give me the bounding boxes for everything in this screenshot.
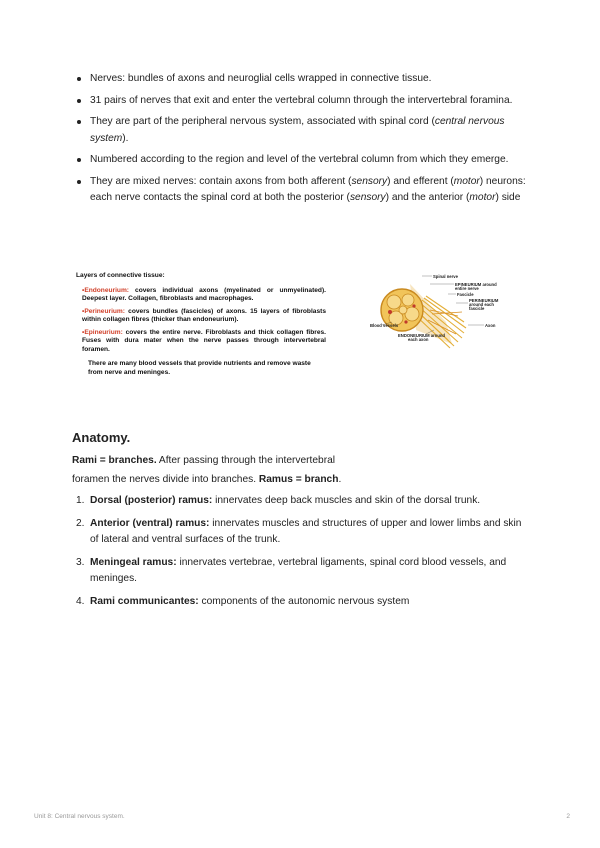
bullet-italic: sensory (349, 192, 386, 203)
ramus-label: Meningeal ramus: (90, 556, 177, 568)
ramus-number: 4. (76, 595, 85, 607)
rami-list (72, 493, 532, 610)
intro-bold: Ramus = branch (258, 473, 339, 485)
bullet-item (72, 71, 532, 88)
bullet-text: ). (122, 132, 129, 144)
label-entire-nerve: entire nerve (455, 286, 479, 291)
bullet-text: They are mixed nerves: contain axons from both afferent ( (90, 175, 352, 187)
bullet-text: Nerves: bundles of axons and neuroglial cells wrapped in connective tissue. (90, 73, 432, 84)
blood-vessel-note: There are many blood vessels that provide nutrients and remove waste from nerve and meninges. (88, 360, 311, 376)
bullet-italic: sensory (351, 175, 388, 187)
ramus-item (72, 493, 532, 510)
layer-description: covers the entire nerve. Fibroblasts and thick collagen fibres. Fuses with dura mater when the nerve passes through intervertebral foramen. (82, 328, 326, 353)
nerve-cross-section-figure (370, 270, 520, 350)
layer-term: Epineurium: (84, 328, 123, 336)
label-fascicle: Fascicle (457, 292, 474, 297)
page-footer (34, 813, 570, 820)
intro-bullet-list (72, 71, 532, 212)
ramus-description: innervates deep back muscles and skin of the dorsal trunk. (212, 495, 481, 506)
bullet-item (72, 152, 532, 169)
label-blood-vessels: Blood vessels (370, 323, 399, 328)
anatomy-intro (72, 452, 532, 489)
bullet-italic: central nervous system (90, 116, 505, 144)
bullet-text: ) side (495, 192, 521, 203)
label-around-each: around each (469, 302, 494, 307)
ramus-description: innervates muscles and structures of upper and lower limbs and skin of lateral and ventral surfaces of the trunk. (90, 517, 522, 545)
ramus-item (72, 594, 532, 611)
ramus-label: Rami communicantes: (90, 595, 199, 607)
label-endoneurium: ENDONEURIUM around (398, 333, 445, 338)
label-perineurium: PERINEURIUM (469, 298, 499, 303)
footer-unit-title: Unit 8: Central nervous system. (34, 813, 125, 820)
bullet-text: Numbered according to the region and level of the vertebral column from which they emerge. (90, 154, 509, 165)
ramus-item (72, 555, 532, 588)
page-number: 2 (566, 813, 570, 820)
ramus-number: 2. (76, 517, 85, 529)
layer-term: Endoneurium: (84, 286, 130, 294)
ramus-number: 1. (76, 495, 85, 506)
anatomy-heading: Anatomy. (72, 430, 131, 445)
connective-layer-item: •Epineurium: covers the entire nerve. Fibroblasts and thick collagen fibres. Fuses with dura mater when the nerve passes through intervertebral foramen. (82, 328, 326, 353)
bullet-item (72, 174, 532, 207)
bullet-text: ) neurons: each nerve contacts the spinal cord at both the posterior ( (90, 175, 526, 203)
label-spinal-nerve: Spinal nerve (433, 274, 458, 279)
label-axon: Axon (485, 323, 496, 328)
label-epineurium: EPINEURIUM around (455, 282, 497, 287)
connective-layer-item: •Endoneurium: covers individual axons (myelinated or unmyelinated). Deepest layer. Collagen, fibroblasts and macrophages. (82, 286, 326, 302)
intro-text: . (338, 473, 342, 485)
layer-term: Perineurium: (84, 307, 125, 315)
intro-text: foramen the nerves divide into branches. (72, 473, 259, 485)
ramus-item (72, 516, 532, 549)
ramus-label: Dorsal (posterior) ramus: (90, 495, 213, 506)
label-each-axon: each axon (408, 337, 429, 342)
connective-layer-item: •Perineurium: covers bundles (fascicles) of axons. 15 layers of fibroblasts within collagen fibres (thicker than endoneurium). (82, 307, 326, 323)
label-fascicle-2: fascicle (469, 306, 485, 311)
anatomy-section (72, 430, 532, 616)
ramus-description: components of the autonomic nervous system (198, 595, 410, 607)
intro-text: After passing through the intervertebral (156, 455, 336, 466)
bullet-text: They are part of the peripheral nervous system, associated with spinal cord ( (90, 116, 435, 127)
ramus-number: 3. (76, 556, 85, 568)
layer-description: covers individual axons (myelinated or unmyelinated). Deepest layer. Collagen, fibroblasts and macrophages. (82, 286, 326, 302)
connective-tissue-list (76, 287, 326, 355)
bullet-italic: motor (453, 175, 480, 187)
bullet-text: ) and efferent ( (387, 175, 454, 187)
bullet-item (72, 114, 532, 147)
ramus-label: Anterior (ventral) ramus: (90, 517, 210, 529)
layer-description: covers bundles (fascicles) of axons. 15 layers of fibroblasts within collagen fibres (thicker than endoneurium). (82, 307, 326, 323)
connective-tissue-title: Layers of connective tissue: (76, 272, 165, 279)
connective-tissue-box (76, 272, 326, 377)
bullet-item (72, 93, 532, 110)
intro-bold: Rami = branches. (72, 455, 157, 466)
bullet-text: 31 pairs of nerves that exit and enter the vertebral column through the intervertebral foramina. (90, 94, 513, 106)
bullet-text: ) and the anterior ( (385, 192, 470, 203)
bullet-italic: motor (469, 192, 496, 203)
ramus-description: innervates vertebrae, vertebral ligaments, spinal cord blood vessels, and meninges. (90, 556, 507, 584)
